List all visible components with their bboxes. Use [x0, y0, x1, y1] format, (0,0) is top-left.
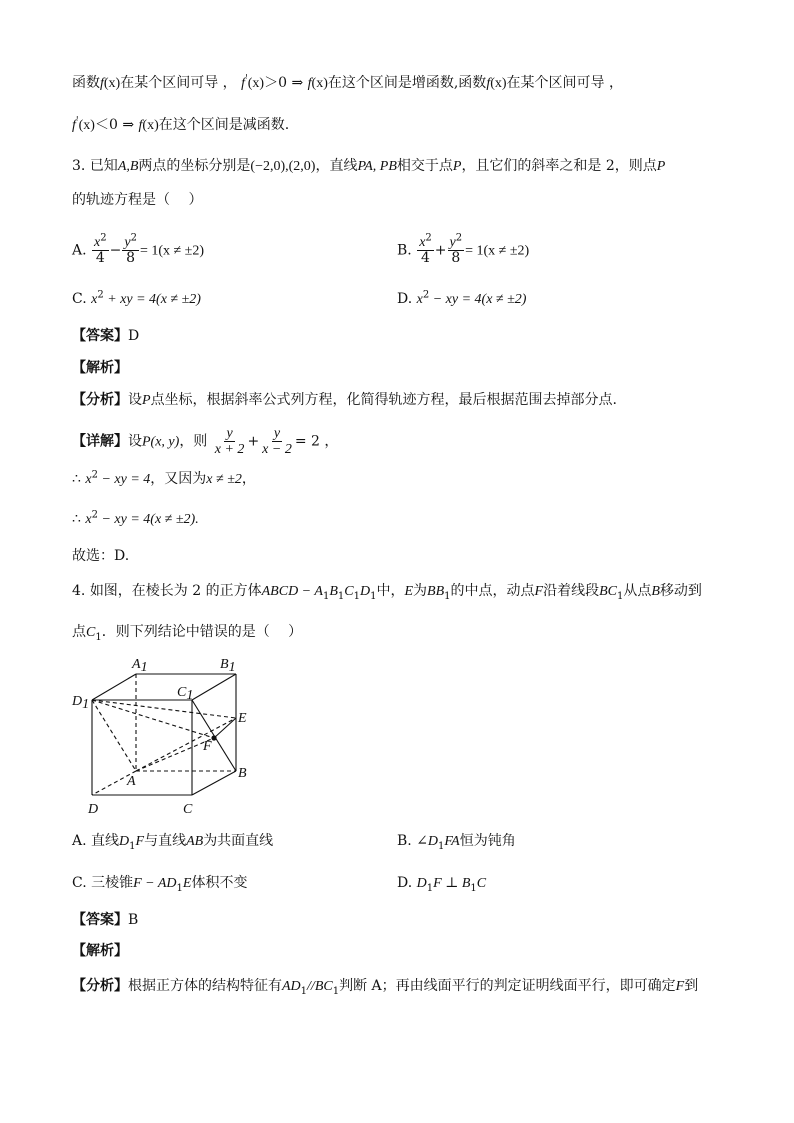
prev-line-2: f'(x)＜0 ⇒ f(x)在这个区间是减函数. [72, 115, 290, 133]
q3-option-b: B. $\frac{x^2}{4}$ + $\frac{y^2}{8}$ = 1(x ≠ ±2) [397, 232, 530, 266]
q3-stem-line-2: 的轨迹方程是（ ） [72, 192, 203, 208]
q3-stem-line-1: 3. 已知A,B两点的坐标分别是(−2,0),(2,0)，直线PA, PB相交于点P，且它们的斜率之和是 2，则点P [72, 158, 666, 174]
point-f [211, 735, 216, 740]
edge-c1-b1 [192, 674, 236, 700]
q4-jiexi: 【解析】 [72, 943, 128, 959]
q3-step-1: ∴ $x^2$ − xy = 4，又因为x ≠ ±2， [72, 469, 256, 487]
cube-figure [70, 654, 260, 824]
segment-d1-a [92, 700, 136, 771]
q3-fenxi: 【分析】设P点坐标，根据斜率公式列方程，化简得轨迹方程，最后根据范围去掉部分点. [72, 392, 618, 408]
q4-option-d: D. $D_1F$ ⊥ $B_1C$ [397, 875, 487, 894]
q4-stem-line-2: 点$C_1$．则下列结论中错误的是（ ） [72, 624, 303, 643]
label-b1: B1 [220, 657, 236, 675]
segment-d1-e [92, 700, 236, 718]
label-a: A [127, 774, 136, 789]
edge-c-b [192, 771, 236, 795]
q3-step-2: ∴ $x^2$ − xy = 4(x ≠ ±2). [72, 509, 199, 527]
segment-a-e [136, 718, 236, 771]
label-c: C [183, 802, 193, 817]
label-c1: C1 [177, 685, 194, 703]
q4-option-a: A. 直线$D_1F$与直线AB为共面直线 [72, 833, 274, 852]
q4-answer: 【答案】B [72, 912, 139, 928]
label-a1: A1 [132, 657, 148, 675]
q4-stem-line-1: 4. 如图，在棱长为 2 的正方体ABCD − $A_1B_1C_1D_1$中，E为$BB_1$的中点，动点F沿着线段$BC_1$从点B移动到 [72, 583, 702, 602]
edge-d1-a1 [92, 674, 136, 700]
q4-option-c: C. 三棱锥$F - AD_1E$体积不变 [72, 875, 248, 894]
q3-answer: 【答案】D [72, 328, 140, 344]
q4-option-b: B. $\angle D_1FA$恒为钝角 [397, 833, 516, 852]
prev-line-1: 函数f(x)在某个区间可导 ， f'(x)＞0 ⇒ f(x)在这个区间是增函数,函数f(x)在某个区间可导 ， [72, 73, 623, 91]
label-d1: D1 [72, 694, 90, 712]
q3-option-d: D. $x^2$ − xy = 4(x ≠ ±2) [397, 289, 527, 307]
label-b: B [238, 766, 247, 781]
q3-guxuan: 故选：D. [72, 548, 130, 564]
label-e: E [238, 711, 247, 726]
label-f: F [203, 739, 212, 754]
q3-option-a: A. $\frac{x^2}{4}$ − $\frac{y^2}{8}$ = 1(x ≠ ±2) [72, 232, 205, 266]
q3-xiangjie: 【详解】设P(x, y)，则 $\frac{y}{x + 2}$ + $\frac{y}{x - 2}$ = 2 ， [72, 426, 339, 457]
q4-fenxi: 【分析】根据正方体的结构特征有$AD_1//BC_1$判断 A；再由线面平行的判定证明线面平行，即可确定F到 [72, 978, 699, 997]
q3-jiexi: 【解析】 [72, 360, 128, 376]
label-d: D [88, 802, 99, 817]
q3-option-c: C. $x^2$ + xy = 4(x ≠ ±2) [72, 289, 201, 307]
